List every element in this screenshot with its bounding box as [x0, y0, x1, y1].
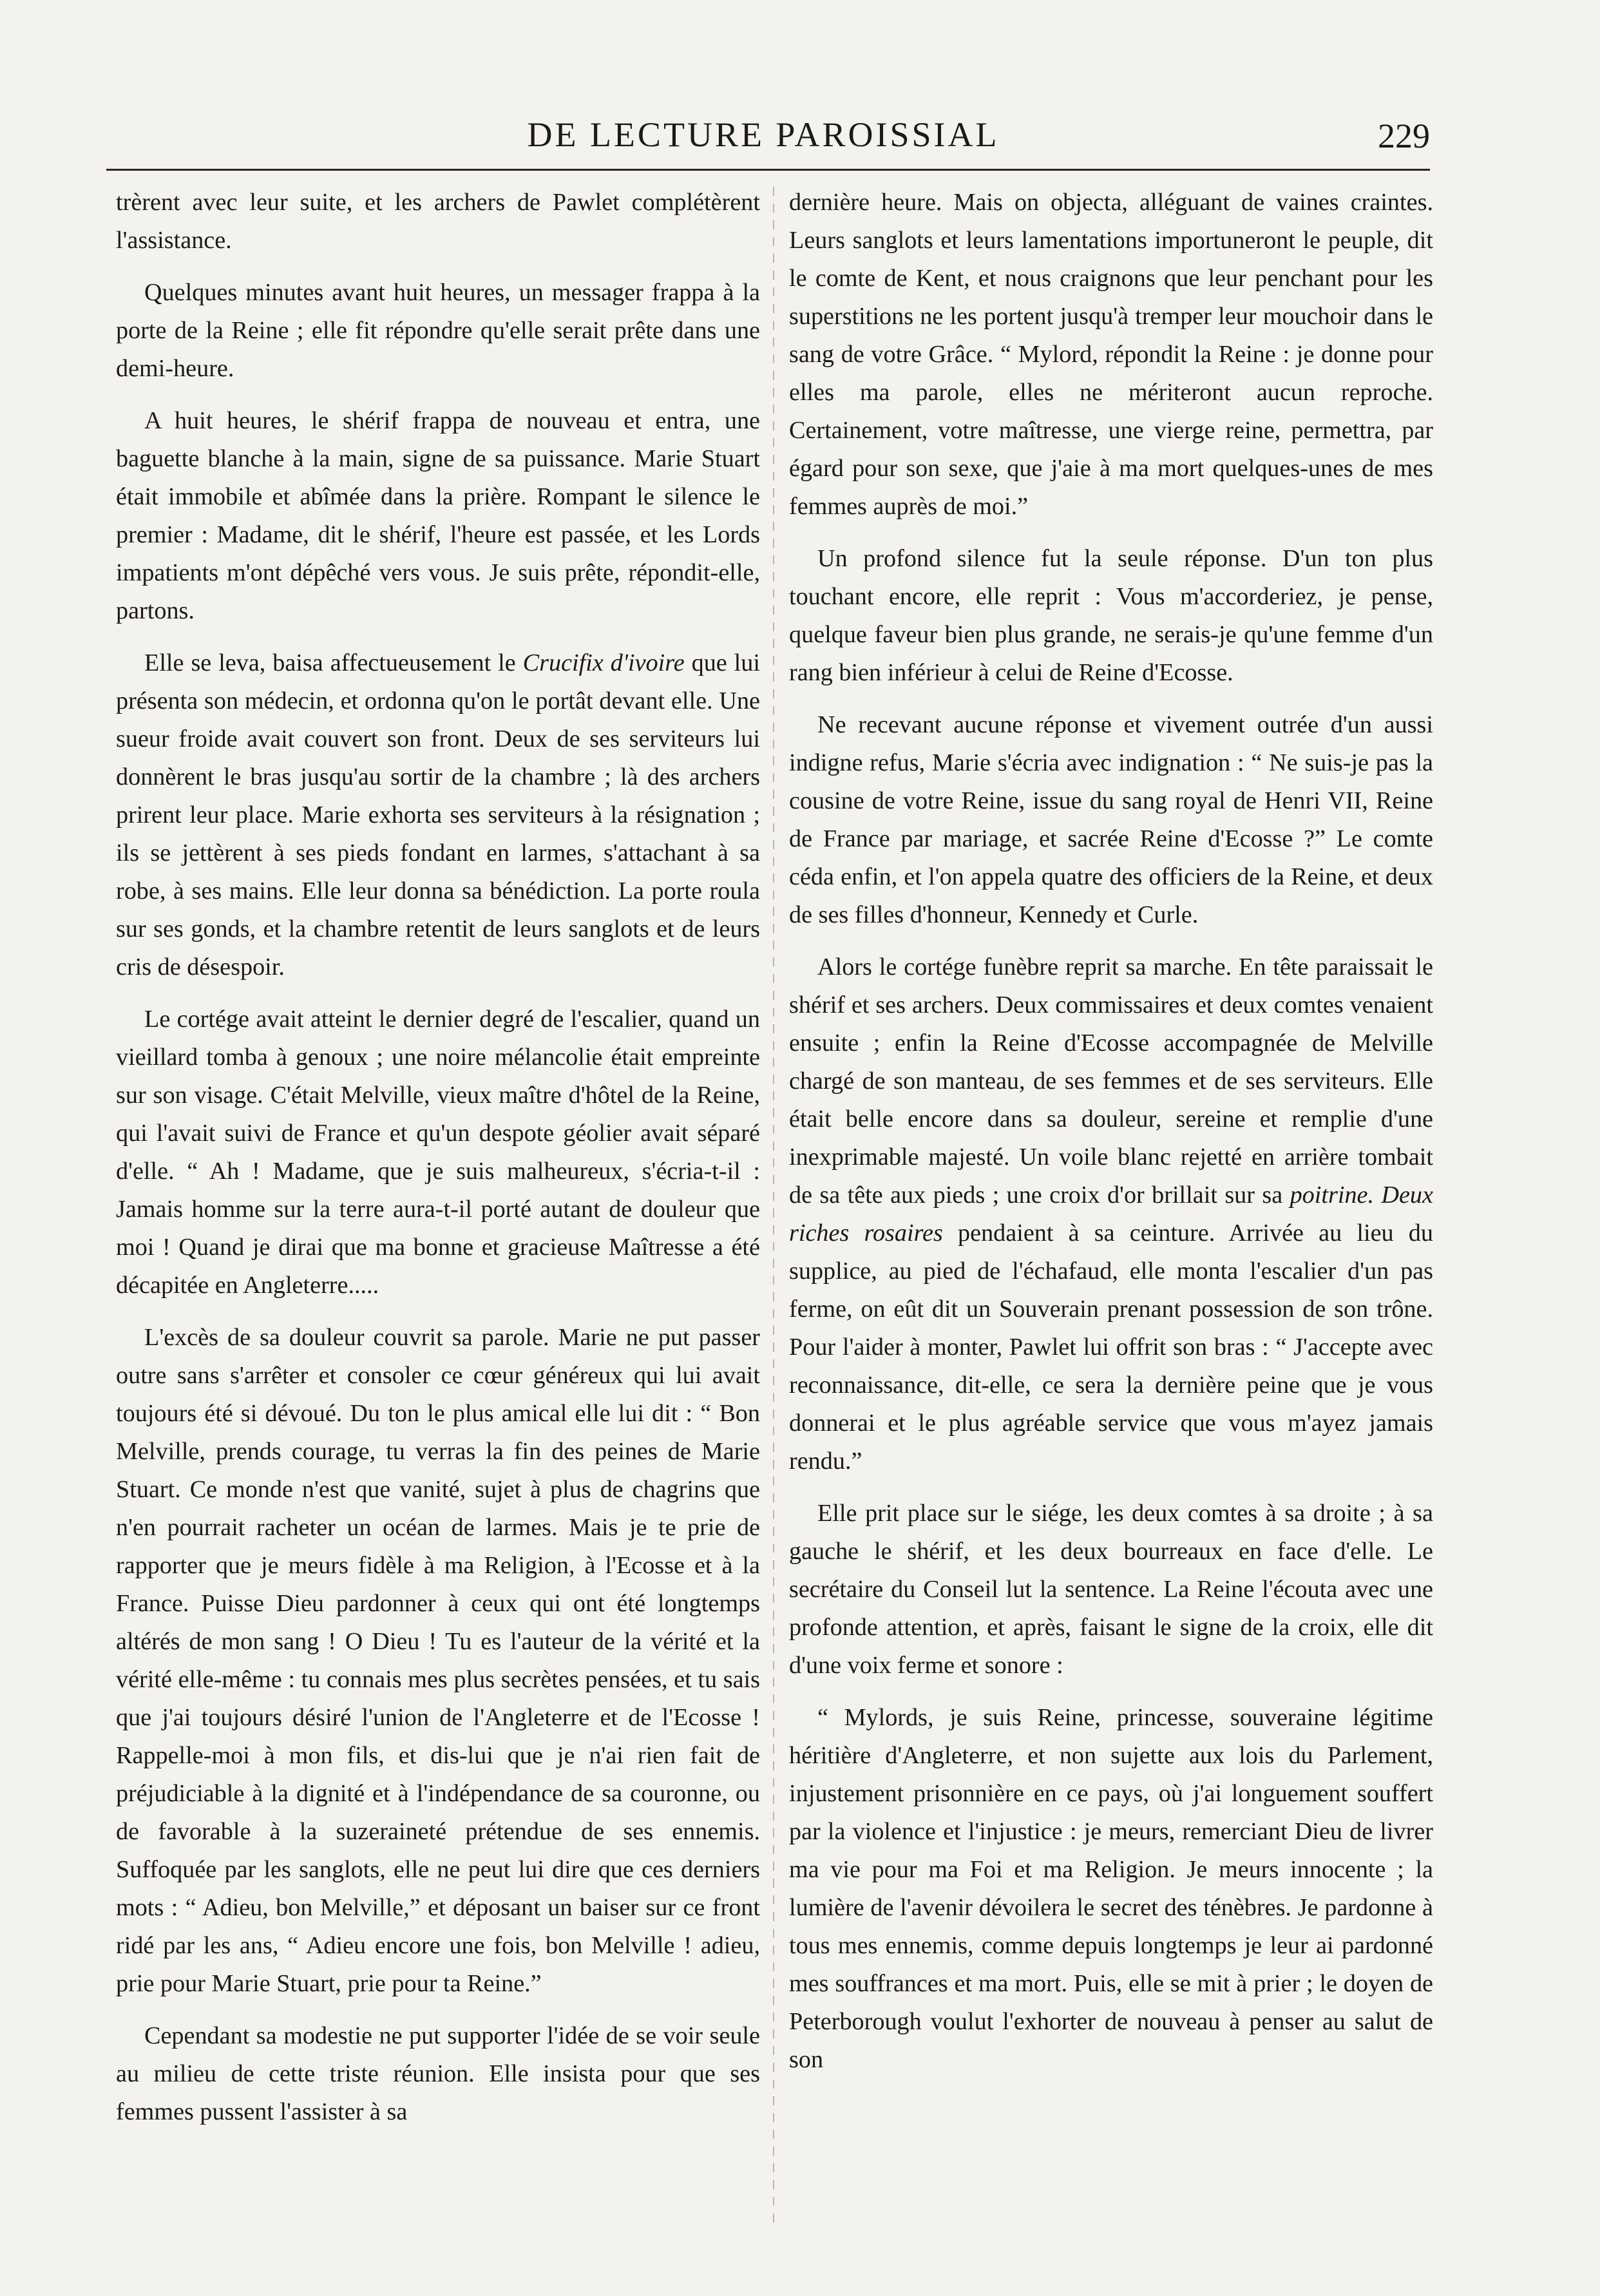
- paragraph: Un profond silence fut la seule réponse. D'un ton plus touchant encore, elle reprit : Vous m'accorderiez, je pense, quelque faveur bien plus grande, ne serais-je qu'une femme d'un rang bien inférieur à celui de Reine d'Ecosse.: [789, 545, 1433, 686]
- paragraph: [789, 948, 1433, 1480]
- paragraph-text: que lui présenta son médecin, et ordonna qu'on le portât devant elle. Une sueur froide avait couvert son front. Deux de ses serviteurs lui donnèrent le bras jusqu'au sortir de la chambre ; là des archers prirent leur place. Marie exhorta ses serviteurs à la résignation ; ils se jettèrent à ses pieds fondant en larmes, s'attachant à sa robe, à ses mains. Elle leur donna sa bénédiction. La porte roula sur ses gonds, et la chambre retentit de leurs sanglots et de leurs cris de désespoir.: [116, 649, 760, 981]
- running-title: DE LECTURE PAROISSIAL: [527, 115, 1000, 154]
- paragraph: L'excès de sa douleur couvrit sa parole. Marie ne put passer outre sans s'arrêter et consoler ce cœur généreux qui lui avait toujours été si dévoué. Du ton le plus amical elle lui dit : “ Bon Melville, prends courage, tu verras la fin des peines de Marie Stuart. Ce monde n'est que vanité, sujet à plus de chagrins que n'en pourrait racheter un océan de larmes. Mais je te prie de rapporter que je meurs fidèle à ma Religion, à l'Ecosse et à la France. Puisse Dieu pardonner à ceux qui ont été longtemps altérés de mon sang ! O Dieu ! Tu es l'auteur de la vérité et la vérité elle-même : tu connais mes plus secrètes pensées, et tu sais que j'ai toujours désiré l'union de l'Angleterre et de l'Ecosse ! Rappelle-moi à mon fils, et dis-lui que je n'ai rien fait de préjudiciable à la dignité et à l'indépendance de sa couronne, ou de favorable à la suzeraineté prétendue de ses ennemis. Suffoquée par les sanglots, elle ne peut lui dire que ces derniers mots : “ Adieu, bon Melville,” et déposant un baiser sur ce front ridé par les ans, “ Adieu encore une fois, bon Melville ! adieu, prie pour Marie Stuart, prie pour ta Reine.”: [116, 1324, 760, 1997]
- paragraph: trèrent avec leur suite, et les archers de Pawlet complétèrent l'assistance.: [116, 189, 760, 254]
- paragraph: Ne recevant aucune réponse et vivement outrée d'un aussi indigne refus, Marie s'écria avec indignation : “ Ne suis-je pas la cousine de votre Reine, issue du sang royal de Henri VII, Reine de France par mariage, et sacrée Reine d'Ecosse ?” Le comte céda enfin, et l'on appela quatre des officiers de la Reine, et deux de ses filles d'honneur, Kennedy et Curle.: [789, 711, 1433, 928]
- right-column: [789, 184, 1433, 2093]
- paragraph: A huit heures, le shérif frappa de nouveau et entra, une baguette blanche à la main, signe de sa puissance. Marie Stuart était immobile et abîmée dans la prière. Rompant le silence le premier : Madame, dit le shérif, l'heure est passée, et les Lords impatients m'ont dépêché vers vous. Je suis prête, répondit-elle, partons.: [116, 407, 760, 624]
- paragraph: Quelques minutes avant huit heures, un messager frappa à la porte de la Reine ; elle fit répondre qu'elle serait prête dans une demi-heure.: [116, 279, 760, 382]
- italic-term: Crucifix d'ivoire: [522, 649, 685, 676]
- page-number: 229: [1378, 117, 1430, 155]
- paragraph: Elle prit place sur le siége, les deux comtes à sa droite ; à sa gauche le shérif, et les deux bourreaux en face d'elle. Le secrétaire du Conseil lut la sentence. La Reine l'écouta avec une profonde attention, et après, faisant le signe de la croix, elle dit d'une voix ferme et sonore :: [789, 1500, 1433, 1679]
- paragraph: [116, 644, 760, 986]
- column-divider: [773, 187, 774, 2223]
- italic-phrase: poitrine. Deux riches rosaires: [789, 1181, 1433, 1247]
- page-header: [97, 108, 1430, 160]
- paragraph-text: pendaient à sa ceinture. Arrivée au lieu du supplice, au pied de l'échafaud, elle monta l'escalier d'un pas ferme, on eût dit un Souverain prenant possession de son trône. Pour l'aider à monter, Pawlet lui offrit son bras : “ J'accepte avec reconnaissance, dit-elle, ce sera la dernière peine que je vous donnerai et le plus agréable service que vous m'ayez jamais rendu.”: [789, 1220, 1433, 1475]
- paragraph: Cependant sa modestie ne put supporter l'idée de se voir seule au milieu de cette triste réunion. Elle insista pour que ses femmes pussent l'assister à sa: [116, 2022, 760, 2125]
- paragraph: dernière heure. Mais on objecta, alléguant de vaines craintes. Leurs sanglots et leurs lamentations importuneront le peuple, dit le comte de Kent, et nous craignons que leur penchant pour les superstitions ne les portent jusqu'à tremper leur mouchoir dans le sang de votre Grâce. “ Mylord, répondit la Reine : je donne pour elles ma parole, elles ne mériteront aucun reproche. Certainement, votre maîtresse, une vierge reine, permettra, par égard pour son sexe, que j'aie à ma mort quelques-unes de mes femmes auprès de moi.”: [789, 189, 1433, 520]
- paragraph: “ Mylords, je suis Reine, princesse, souveraine légitime héritière d'Angleterre, et non sujette aux lois du Parlement, injustement prisonnière en ce pays, où j'ai longuement souffert par la violence et l'injustice : je meurs, remerciant Dieu de livrer ma vie pour ma Foi et ma Religion. Je meurs innocente ; la lumière de l'avenir dévoilera le secret des ténèbres. Je pardonne à tous mes ennemis, comme depuis longtemps je leur ai pardonné mes souffrances et ma mort. Puis, elle se mit à prier ; le doyen de Peterborough voulut l'exhorter de nouveau à penser au salut de son: [789, 1704, 1433, 2073]
- left-column: [116, 184, 760, 2145]
- header-rule: [106, 169, 1430, 171]
- paragraph-text: Alors le cortége funèbre reprit sa marche. En tête paraissait le shérif et ses archers. Deux commissaires et deux comtes venaient ensuite ; enfin la Reine d'Ecosse accompagnée de Melville chargé de son manteau, de ses femmes et de ses serviteurs. Elle était belle encore dans sa douleur, sereine et remplie d'une inexprimable majesté. Un voile blanc rejetté en arrière tombait de sa tête aux pieds ; une croix d'or brillait sur sa: [789, 953, 1433, 1209]
- paragraph: Le cortége avait atteint le dernier degré de l'escalier, quand un vieillard tomba à genoux ; une noire mélancolie était empreinte sur son visage. C'était Melville, vieux maître d'hôtel de la Reine, qui l'avait suivi de France et qu'un despote géolier avait séparé d'elle. “ Ah ! Madame, que je suis malheureux, s'écria-t-il : Jamais homme sur la terre aura-t-il porté autant de douleur que moi ! Quand je dirai que ma bonne et gracieuse Maîtresse a été décapitée en Angleterre.....: [116, 1006, 760, 1299]
- paragraph-text: Elle se leva, baisa affectueusement le: [144, 649, 523, 676]
